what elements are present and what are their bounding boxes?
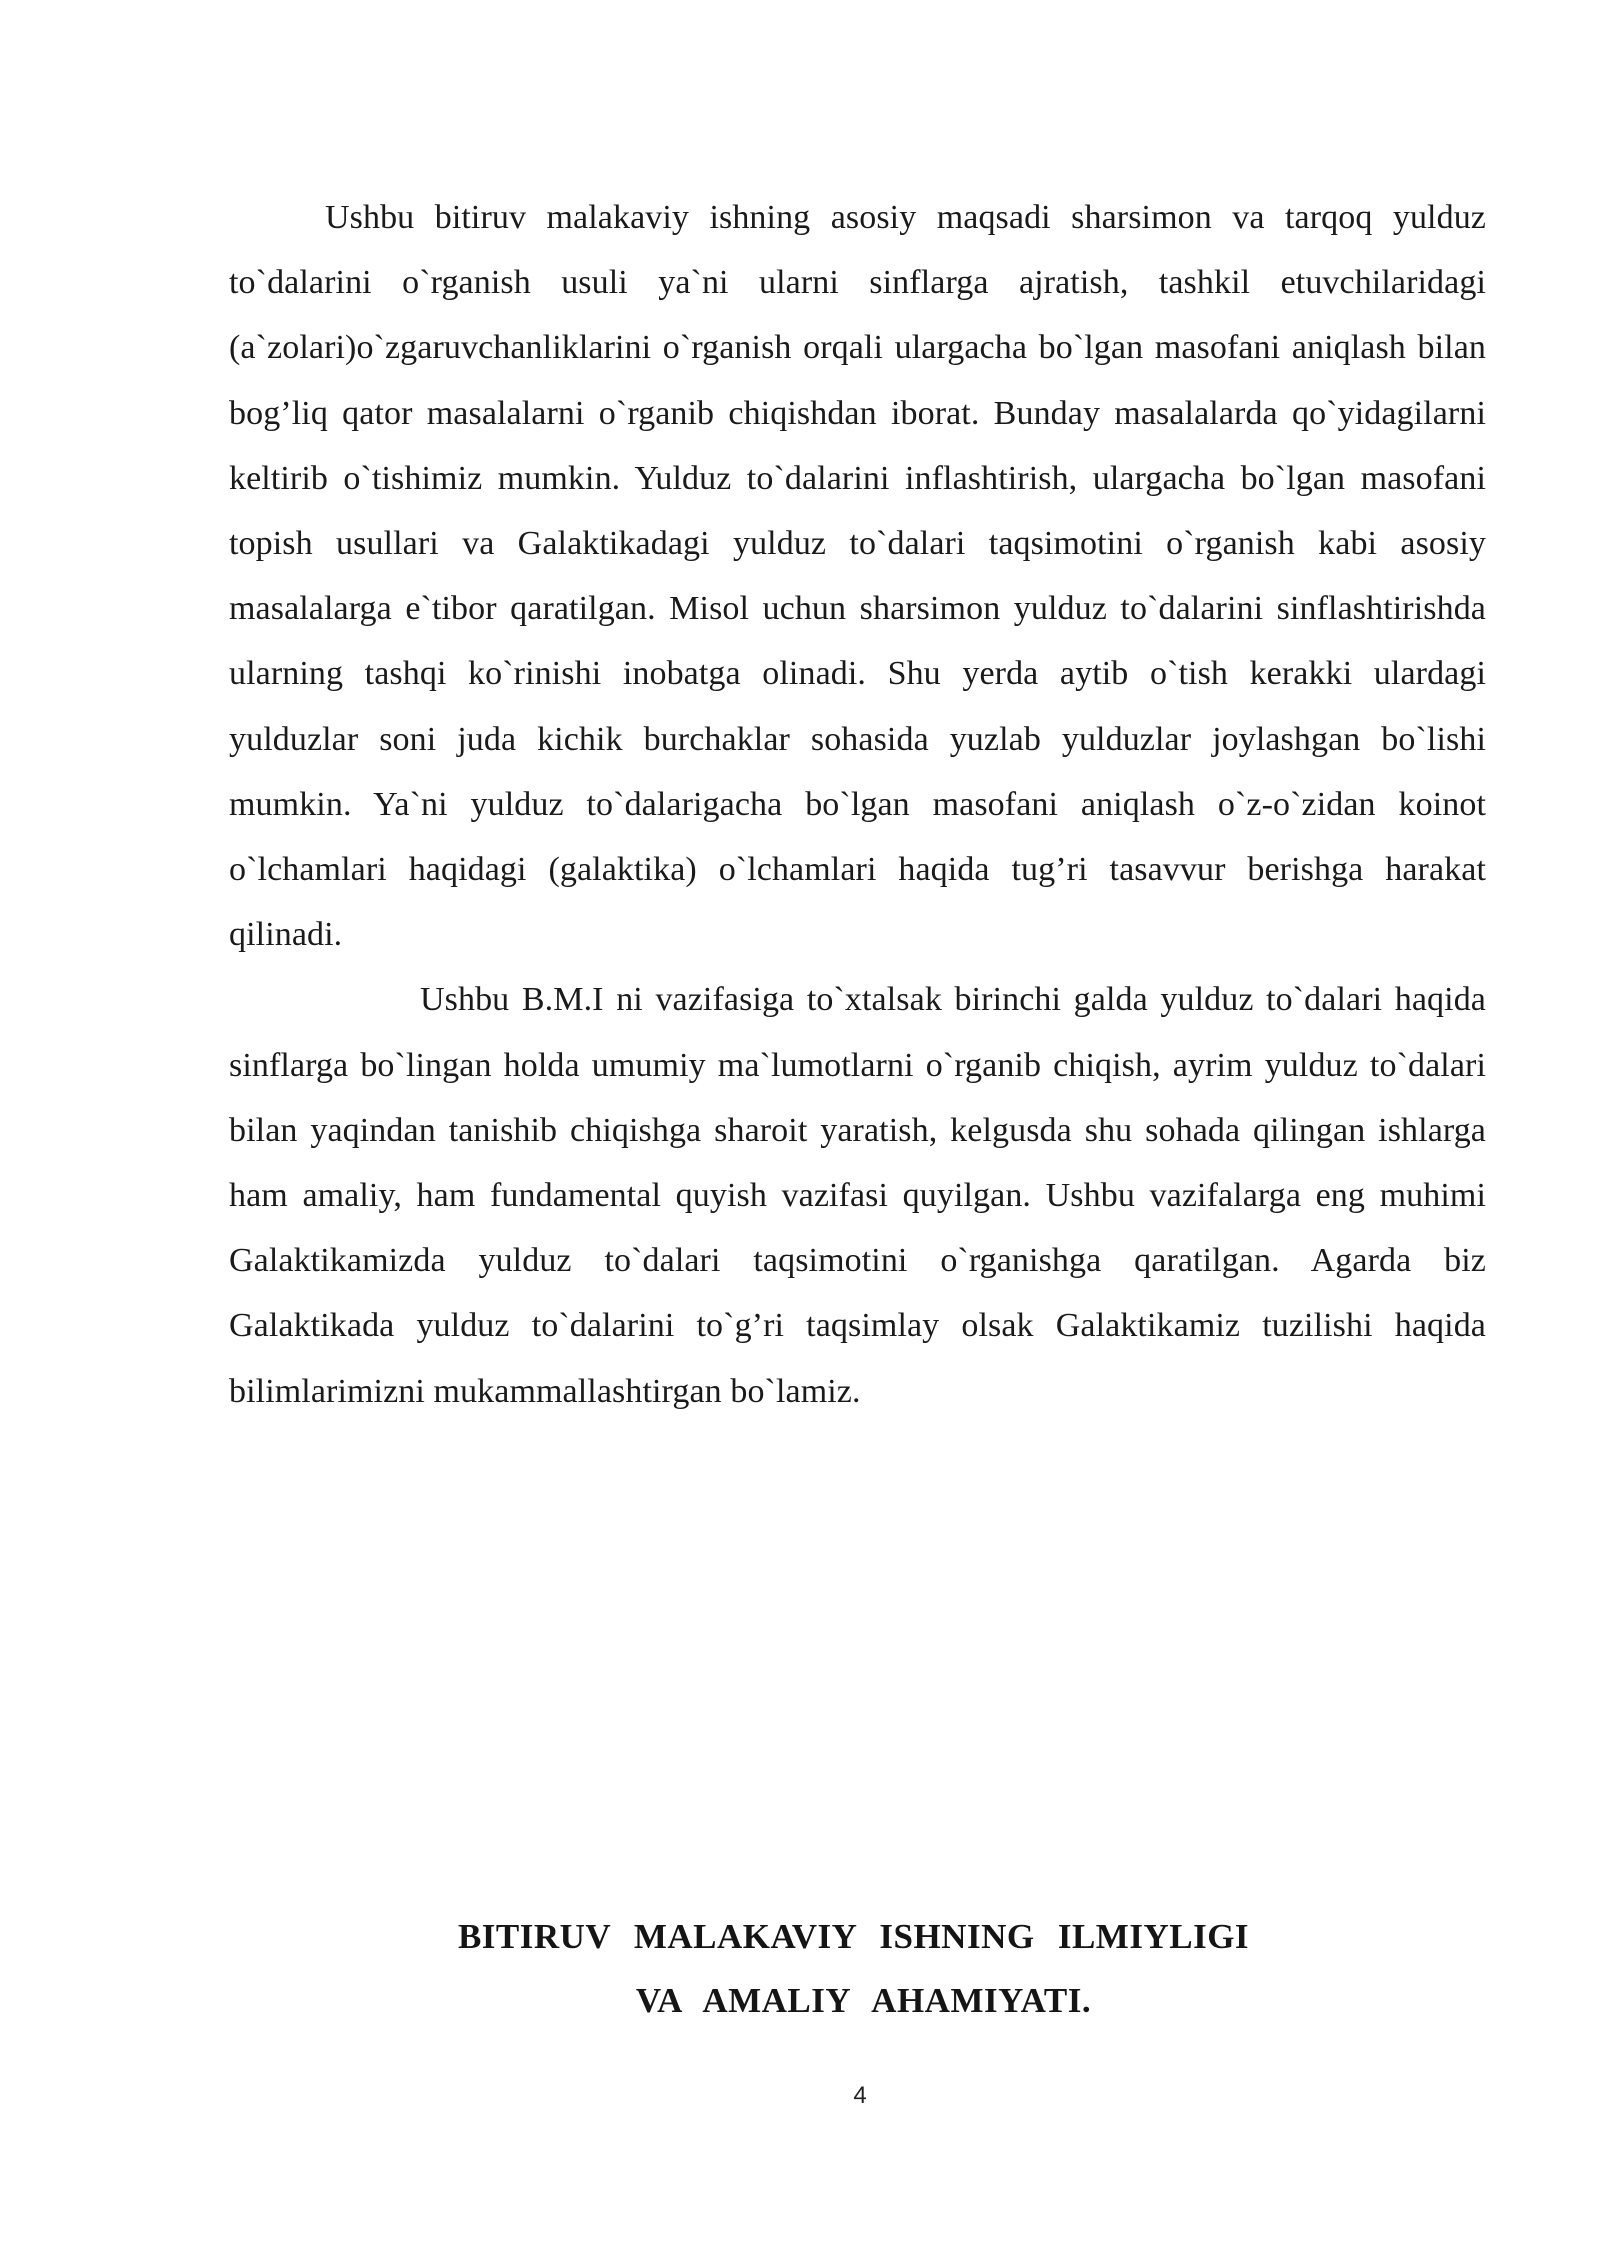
paragraph-purpose: Ushbu bitiruv malakaviy ishning asosiy maqsadi sharsimon va tarqoq yulduz to`dalarini o`rganish usuli ya`ni ularni sinflarga ajratish, tashkil etuvchilaridagi (a`zolari)o`zgaruvchanliklarini o`rganish orqali ulargacha bo`lgan masofani aniqlash bilan bog’liq qator masalalarni o`rganib chiqishdan iborat. Bunday masalalarda qo`yidagilarni keltirib o`tishimiz mumkin. Yulduz to`dalarini inflashtirish, ulargacha bo`lgan masofani topish usullari va Galaktikadagi yulduz to`dalari taqsimotini o`rganish kabi asosiy masalalarga e`tibor qaratilgan. Misol uchun sharsimon yulduz to`dalarini sinflashtirishda ularning tashqi ko`rinishi inobatga olinadi. Shu yerda aytib o`tish kerakki ulardagi yulduzlar soni juda kichik burchaklar sohasida yuzlab yulduzlar joylashgan bo`lishi mumkin. Ya`ni yulduz to`dalarigacha bo`lgan masofani aniqlash o`z-o`zidan koinot o`lchamlari haqidagi (galaktika) o`lchamlari haqida tug’ri tasavvur berishga harakat qilinadi. [229,199,1486,954]
body-text [229,185,1486,1424]
paragraph-tasks: Ushbu B.M.I ni vazifasiga to`xtalsak birinchi galda yulduz to`dalari haqida sinflarga bo`lingan holda umumiy ma`lumotlarni o`rganib chiqish, ayrim yulduz to`dalari bilan yaqindan tanishib chiqishga sharoit yaratish, kelgusda shu sohada qilingan ishlarga ham amaliy, ham fundamental quyish vazifasi quyilgan. Ushbu vazifalarga eng muhimi Galaktikamizda yulduz to`dalari taqsimotini o`rganishga qaratilgan. Agarda biz Galaktikada yulduz to`dalarini to`g’ri taqsimlay olsak Galaktikamiz tuzilishi haqida bilimlarimizni mukammallashtirgan bo`lamiz. [229,981,1486,1410]
section-heading-line-1: BITIRUV MALAKAVIY ISHNING ILMIYLIGI [457,1917,1250,1956]
section-heading-line-2: VA AMALIY AHAMIYATI. [635,1981,1092,2020]
page-number: 4 [853,2082,867,2109]
section-heading [229,1905,1486,2033]
